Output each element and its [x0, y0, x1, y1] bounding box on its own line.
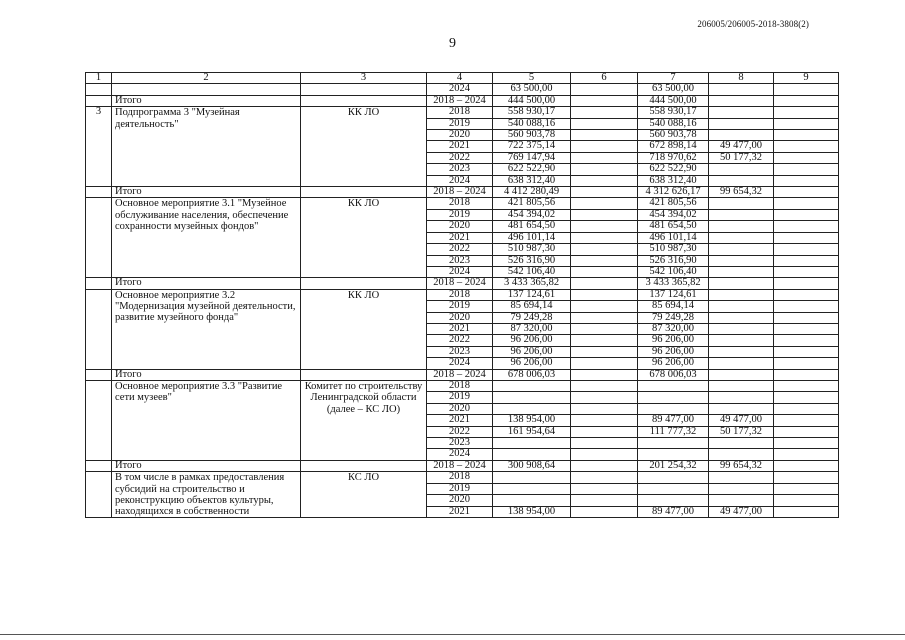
amount-cell — [774, 415, 839, 426]
amount-cell: 137 124,61 — [638, 289, 709, 300]
amount-cell: 87 320,00 — [638, 323, 709, 334]
amount-cell — [709, 403, 774, 414]
year-cell: 2022 — [427, 426, 493, 437]
year-cell: 2019 — [427, 209, 493, 220]
amount-cell: 89 477,00 — [638, 506, 709, 518]
amount-cell — [638, 495, 709, 507]
amount-cell — [774, 244, 839, 255]
year-cell: 2018 — [427, 107, 493, 118]
amount-cell — [774, 392, 839, 403]
amount-cell — [638, 392, 709, 403]
year-cell: 2022 — [427, 152, 493, 163]
amount-cell — [571, 472, 638, 484]
total-executor-cell — [301, 187, 427, 198]
amount-cell: 672 898,14 — [638, 141, 709, 152]
amount-cell — [571, 495, 638, 507]
total-year-cell: 2018 – 2024 — [427, 187, 493, 198]
year-cell: 2019 — [427, 483, 493, 495]
amount-cell — [571, 312, 638, 323]
year-cell: 2021 — [427, 232, 493, 243]
amount-cell: 137 124,61 — [493, 289, 571, 300]
year-cell: 2024 — [427, 449, 493, 460]
amount-cell — [638, 472, 709, 484]
item-name-cell — [112, 84, 301, 95]
amount-cell — [774, 495, 839, 507]
amount-cell — [709, 84, 774, 95]
amount-cell — [774, 255, 839, 266]
col-header: 7 — [638, 73, 709, 84]
amount-cell — [774, 221, 839, 232]
total-row — [86, 278, 839, 289]
amount-cell — [571, 175, 638, 186]
total-executor-cell — [301, 278, 427, 289]
amount-cell — [774, 266, 839, 277]
total-label-cell: Итого — [112, 460, 301, 471]
col-header: 6 — [571, 73, 638, 84]
total-amount-cell — [571, 187, 638, 198]
year-cell: 2024 — [427, 266, 493, 277]
amount-cell — [638, 403, 709, 414]
amount-cell: 510 987,30 — [638, 244, 709, 255]
total-amount-cell — [709, 369, 774, 380]
amount-cell — [774, 198, 839, 209]
amount-cell — [571, 84, 638, 95]
year-cell: 2022 — [427, 244, 493, 255]
amount-cell: 560 903,78 — [493, 130, 571, 141]
amount-cell — [774, 84, 839, 95]
year-cell: 2019 — [427, 118, 493, 129]
amount-cell: 526 316,90 — [493, 255, 571, 266]
total-amount-cell — [774, 95, 839, 106]
executor-cell: КК ЛО — [301, 198, 427, 278]
amount-cell: 542 106,40 — [493, 266, 571, 277]
amount-cell — [571, 335, 638, 346]
amount-cell — [571, 301, 638, 312]
amount-cell — [709, 266, 774, 277]
total-amount-cell — [571, 278, 638, 289]
amount-cell: 540 088,16 — [638, 118, 709, 129]
amount-cell: 85 694,14 — [638, 301, 709, 312]
executor-cell: Комитет по строительству Ленинградской области (далее – КС ЛО) — [301, 380, 427, 460]
table-header-row — [86, 73, 839, 84]
total-amount-cell — [571, 95, 638, 106]
total-label-cell: Итого — [112, 369, 301, 380]
amount-cell — [709, 164, 774, 175]
amount-cell — [774, 438, 839, 449]
amount-cell — [709, 301, 774, 312]
total-amount-cell — [774, 460, 839, 471]
amount-cell: 161 954,64 — [493, 426, 571, 437]
amount-cell: 50 177,32 — [709, 152, 774, 163]
total-number-cell — [86, 460, 112, 471]
total-year-cell: 2018 – 2024 — [427, 369, 493, 380]
amount-cell — [493, 472, 571, 484]
year-cell: 2024 — [427, 84, 493, 95]
amount-cell — [709, 472, 774, 484]
amount-cell: 481 654,50 — [493, 221, 571, 232]
amount-cell — [709, 358, 774, 369]
total-amount-cell: 4 412 280,49 — [493, 187, 571, 198]
amount-cell: 111 777,32 — [638, 426, 709, 437]
amount-cell: 138 954,00 — [493, 415, 571, 426]
amount-cell: 96 206,00 — [493, 358, 571, 369]
amount-cell — [774, 483, 839, 495]
amount-cell: 542 106,40 — [638, 266, 709, 277]
amount-cell — [709, 244, 774, 255]
total-amount-cell — [774, 369, 839, 380]
total-row — [86, 369, 839, 380]
year-cell: 2018 — [427, 198, 493, 209]
table-row — [86, 380, 839, 391]
amount-cell: 96 206,00 — [638, 358, 709, 369]
total-executor-cell — [301, 460, 427, 471]
amount-cell — [571, 244, 638, 255]
year-cell: 2018 — [427, 472, 493, 484]
amount-cell: 63 500,00 — [493, 84, 571, 95]
amount-cell — [774, 426, 839, 437]
amount-cell — [571, 403, 638, 414]
col-header: 1 — [86, 73, 112, 84]
amount-cell — [571, 392, 638, 403]
year-cell: 2020 — [427, 130, 493, 141]
amount-cell: 49 477,00 — [709, 415, 774, 426]
amount-cell — [774, 164, 839, 175]
total-number-cell — [86, 369, 112, 380]
amount-cell — [571, 164, 638, 175]
budget-table — [85, 72, 839, 518]
amount-cell: 79 249,28 — [493, 312, 571, 323]
amount-cell — [774, 118, 839, 129]
amount-cell — [774, 506, 839, 518]
amount-cell — [571, 266, 638, 277]
amount-cell: 421 805,56 — [493, 198, 571, 209]
amount-cell — [774, 289, 839, 300]
amount-cell — [774, 358, 839, 369]
amount-cell — [709, 438, 774, 449]
amount-cell — [571, 415, 638, 426]
amount-cell: 89 477,00 — [638, 415, 709, 426]
amount-cell — [638, 438, 709, 449]
amount-cell — [709, 232, 774, 243]
executor-cell — [301, 84, 427, 95]
amount-cell — [709, 209, 774, 220]
amount-cell — [571, 358, 638, 369]
total-amount-cell: 99 654,32 — [709, 460, 774, 471]
amount-cell — [571, 107, 638, 118]
amount-cell: 496 101,14 — [493, 232, 571, 243]
amount-cell — [709, 346, 774, 357]
row-number-cell — [86, 289, 112, 369]
amount-cell — [571, 152, 638, 163]
total-amount-cell: 444 500,00 — [638, 95, 709, 106]
total-executor-cell — [301, 369, 427, 380]
amount-cell — [571, 209, 638, 220]
total-amount-cell — [571, 369, 638, 380]
col-header: 2 — [112, 73, 301, 84]
year-cell: 2020 — [427, 221, 493, 232]
total-amount-cell: 99 654,32 — [709, 187, 774, 198]
year-cell: 2021 — [427, 415, 493, 426]
col-header: 8 — [709, 73, 774, 84]
amount-cell: 558 930,17 — [638, 107, 709, 118]
amount-cell: 558 930,17 — [493, 107, 571, 118]
amount-cell: 421 805,56 — [638, 198, 709, 209]
amount-cell: 718 970,62 — [638, 152, 709, 163]
amount-cell — [571, 141, 638, 152]
amount-cell — [709, 175, 774, 186]
total-amount-cell: 678 006,03 — [493, 369, 571, 380]
col-header: 5 — [493, 73, 571, 84]
amount-cell: 481 654,50 — [638, 221, 709, 232]
amount-cell — [774, 107, 839, 118]
amount-cell — [774, 141, 839, 152]
amount-cell — [774, 403, 839, 414]
amount-cell — [571, 289, 638, 300]
total-row — [86, 95, 839, 106]
amount-cell — [493, 495, 571, 507]
amount-cell: 769 147,94 — [493, 152, 571, 163]
amount-cell — [571, 255, 638, 266]
amount-cell — [571, 346, 638, 357]
amount-cell — [709, 335, 774, 346]
amount-cell — [571, 130, 638, 141]
table-row — [86, 84, 839, 95]
page-number: 9 — [449, 36, 456, 51]
amount-cell: 722 375,14 — [493, 141, 571, 152]
amount-cell — [571, 506, 638, 518]
amount-cell — [709, 323, 774, 334]
amount-cell: 63 500,00 — [638, 84, 709, 95]
amount-cell: 49 477,00 — [709, 141, 774, 152]
amount-cell: 87 320,00 — [493, 323, 571, 334]
amount-cell — [571, 198, 638, 209]
year-cell: 2018 — [427, 289, 493, 300]
amount-cell — [638, 449, 709, 460]
year-cell: 2023 — [427, 164, 493, 175]
amount-cell — [709, 118, 774, 129]
amount-cell — [571, 323, 638, 334]
row-number-cell — [86, 198, 112, 278]
year-cell: 2019 — [427, 301, 493, 312]
amount-cell — [774, 175, 839, 186]
amount-cell — [709, 392, 774, 403]
amount-cell — [571, 426, 638, 437]
amount-cell — [709, 289, 774, 300]
year-cell: 2024 — [427, 175, 493, 186]
item-name-cell: В том числе в рамках предоставления субсидий на строительство и реконструкцию объектов культуры, находящихся в собственности — [112, 472, 301, 518]
scan-edge-line — [0, 634, 905, 635]
total-label-cell: Итого — [112, 187, 301, 198]
executor-cell: КС ЛО — [301, 472, 427, 518]
table-row — [86, 289, 839, 300]
amount-cell — [774, 323, 839, 334]
amount-cell — [493, 438, 571, 449]
total-year-cell: 2018 – 2024 — [427, 278, 493, 289]
year-cell: 2022 — [427, 335, 493, 346]
amount-cell — [638, 380, 709, 391]
item-name-cell: Основное мероприятие 3.1 "Музейное обслуживание населения, обеспечение сохранности музейных фондов" — [112, 198, 301, 278]
year-cell: 2024 — [427, 358, 493, 369]
total-amount-cell — [709, 95, 774, 106]
total-amount-cell — [571, 460, 638, 471]
executor-cell: КК ЛО — [301, 107, 427, 187]
amount-cell — [493, 380, 571, 391]
total-executor-cell — [301, 95, 427, 106]
amount-cell: 79 249,28 — [638, 312, 709, 323]
amount-cell: 96 206,00 — [493, 346, 571, 357]
col-header: 4 — [427, 73, 493, 84]
total-amount-cell: 201 254,32 — [638, 460, 709, 471]
total-year-cell: 2018 – 2024 — [427, 460, 493, 471]
total-amount-cell — [709, 278, 774, 289]
amount-cell — [774, 472, 839, 484]
amount-cell — [709, 495, 774, 507]
amount-cell: 540 088,16 — [493, 118, 571, 129]
year-cell: 2020 — [427, 495, 493, 507]
amount-cell — [493, 392, 571, 403]
total-row — [86, 460, 839, 471]
amount-cell: 622 522,90 — [638, 164, 709, 175]
amount-cell — [709, 312, 774, 323]
year-cell: 2020 — [427, 312, 493, 323]
table-row — [86, 198, 839, 209]
year-cell: 2020 — [427, 403, 493, 414]
item-name-cell: Подпрограмма 3 "Музейная деятельность" — [112, 107, 301, 187]
total-amount-cell: 3 433 365,82 — [493, 278, 571, 289]
amount-cell — [571, 438, 638, 449]
amount-cell — [774, 380, 839, 391]
row-number-cell — [86, 472, 112, 518]
amount-cell — [571, 449, 638, 460]
amount-cell: 454 394,02 — [493, 209, 571, 220]
total-amount-cell: 4 312 626,17 — [638, 187, 709, 198]
year-cell: 2023 — [427, 255, 493, 266]
amount-cell: 560 903,78 — [638, 130, 709, 141]
table-row — [86, 472, 839, 484]
amount-cell — [709, 255, 774, 266]
total-number-cell — [86, 187, 112, 198]
amount-cell — [774, 232, 839, 243]
amount-cell — [709, 221, 774, 232]
amount-cell: 138 954,00 — [493, 506, 571, 518]
amount-cell: 96 206,00 — [638, 335, 709, 346]
amount-cell — [709, 130, 774, 141]
amount-cell: 454 394,02 — [638, 209, 709, 220]
amount-cell: 622 522,90 — [493, 164, 571, 175]
total-number-cell — [86, 278, 112, 289]
amount-cell — [709, 107, 774, 118]
amount-cell: 510 987,30 — [493, 244, 571, 255]
amount-cell — [571, 483, 638, 495]
amount-cell — [571, 380, 638, 391]
amount-cell — [571, 232, 638, 243]
year-cell: 2021 — [427, 506, 493, 518]
total-amount-cell: 678 006,03 — [638, 369, 709, 380]
amount-cell: 496 101,14 — [638, 232, 709, 243]
amount-cell — [774, 335, 839, 346]
total-amount-cell — [774, 187, 839, 198]
year-cell: 2018 — [427, 380, 493, 391]
amount-cell — [774, 209, 839, 220]
amount-cell — [638, 483, 709, 495]
col-header: 3 — [301, 73, 427, 84]
amount-cell: 96 206,00 — [493, 335, 571, 346]
total-label-cell: Итого — [112, 95, 301, 106]
total-amount-cell: 3 433 365,82 — [638, 278, 709, 289]
item-name-cell: Основное мероприятие 3.2 "Модернизация музейной деятельности, развитие музейного фонда" — [112, 289, 301, 369]
amount-cell — [571, 221, 638, 232]
total-label-cell: Итого — [112, 278, 301, 289]
total-number-cell — [86, 95, 112, 106]
amount-cell — [709, 449, 774, 460]
year-cell: 2023 — [427, 438, 493, 449]
amount-cell — [774, 449, 839, 460]
year-cell: 2021 — [427, 141, 493, 152]
total-year-cell: 2018 – 2024 — [427, 95, 493, 106]
table-row — [86, 107, 839, 118]
amount-cell — [493, 483, 571, 495]
row-number-cell: 3 — [86, 107, 112, 187]
executor-cell: КК ЛО — [301, 289, 427, 369]
amount-cell: 49 477,00 — [709, 506, 774, 518]
total-amount-cell: 444 500,00 — [493, 95, 571, 106]
amount-cell: 526 316,90 — [638, 255, 709, 266]
amount-cell — [774, 130, 839, 141]
row-number-cell — [86, 380, 112, 460]
document-number: 206005/206005-2018-3808(2) — [697, 19, 809, 29]
amount-cell: 50 177,32 — [709, 426, 774, 437]
row-number-cell — [86, 84, 112, 95]
col-header: 9 — [774, 73, 839, 84]
amount-cell: 638 312,40 — [493, 175, 571, 186]
amount-cell — [774, 152, 839, 163]
total-row — [86, 187, 839, 198]
amount-cell: 96 206,00 — [638, 346, 709, 357]
amount-cell — [774, 301, 839, 312]
year-cell: 2023 — [427, 346, 493, 357]
amount-cell — [709, 483, 774, 495]
amount-cell — [709, 380, 774, 391]
item-name-cell: Основное мероприятие 3.3 "Развитие сети музеев" — [112, 380, 301, 460]
amount-cell — [493, 449, 571, 460]
total-amount-cell — [774, 278, 839, 289]
amount-cell — [774, 312, 839, 323]
amount-cell: 638 312,40 — [638, 175, 709, 186]
year-cell: 2019 — [427, 392, 493, 403]
amount-cell: 85 694,14 — [493, 301, 571, 312]
amount-cell — [571, 118, 638, 129]
amount-cell — [493, 403, 571, 414]
year-cell: 2021 — [427, 323, 493, 334]
total-amount-cell: 300 908,64 — [493, 460, 571, 471]
amount-cell — [774, 346, 839, 357]
amount-cell — [709, 198, 774, 209]
